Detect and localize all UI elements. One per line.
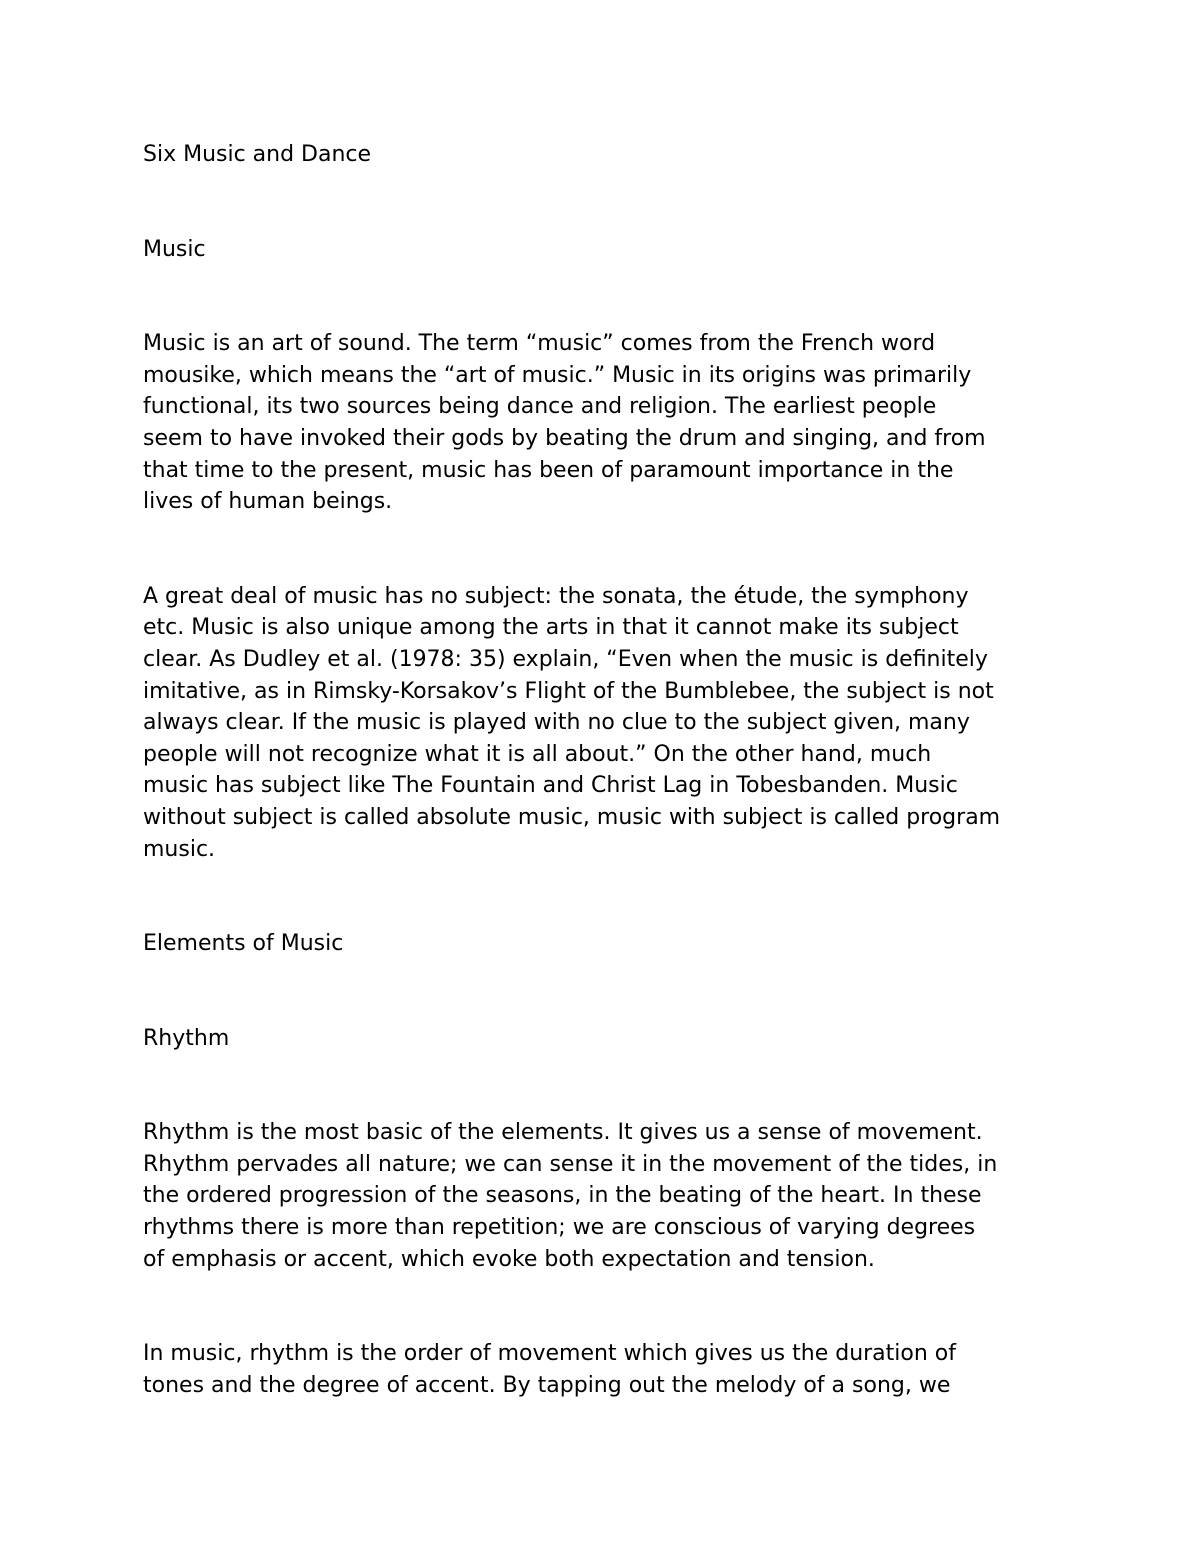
text-line: music has subject like The Fountain and Christ Lag in Tobesbanden. Music bbox=[143, 773, 958, 799]
text-line: In music, rhythm is the order of movement which gives us the duration of bbox=[143, 1341, 957, 1367]
text-line: imitative, as in Rimsky-Korsakov’s Flight of the Bumblebee, the subject is not bbox=[143, 678, 994, 704]
text-line: that time to the present, music has been of paramount importance in the bbox=[143, 457, 954, 483]
text-line: etc. Music is also unique among the arts in that it cannot make its subject bbox=[143, 615, 959, 641]
paragraph-rhythm-basic bbox=[143, 1117, 1083, 1275]
spacer bbox=[143, 1054, 1083, 1117]
spacer bbox=[143, 1275, 1083, 1338]
section-heading-rhythm: Rhythm bbox=[143, 1025, 230, 1051]
text-line: always clear. If the music is played with no clue to the subject given, many bbox=[143, 710, 970, 736]
text-line: of emphasis or accent, which evoke both expectation and tension. bbox=[143, 1246, 875, 1272]
spacer bbox=[143, 518, 1083, 581]
text-line: clear. As Dudley et al. (1978: 35) explain, “Even when the music is definitely bbox=[143, 646, 988, 672]
text-line: people will not recognize what it is all about.” On the other hand, much bbox=[143, 741, 932, 767]
paragraph-rhythm-music bbox=[143, 1338, 1083, 1401]
text-line: Rhythm is the most basic of the elements. It gives us a sense of movement. bbox=[143, 1120, 983, 1146]
section-heading-music: Music bbox=[143, 236, 206, 262]
paragraph-music-subject bbox=[143, 581, 1083, 865]
text-line: without subject is called absolute music, music with subject is called program bbox=[143, 804, 1001, 830]
section-heading-elements: Elements of Music bbox=[143, 931, 344, 957]
spacer bbox=[143, 171, 1083, 234]
text-line: Rhythm pervades all nature; we can sense it in the movement of the tides, in bbox=[143, 1151, 998, 1177]
text-line: mousike, which means the “art of music.” Music in its origins was primarily bbox=[143, 362, 972, 388]
chapter-title: Six Music and Dance bbox=[143, 142, 372, 167]
text-line: Music is an art of sound. The term “music” comes from the French word bbox=[143, 331, 936, 357]
spacer bbox=[143, 265, 1083, 328]
text-line: rhythms there is more than repetition; we are conscious of varying degrees bbox=[143, 1215, 976, 1241]
text-line: seem to have invoked their gods by beating the drum and singing, and from bbox=[143, 425, 986, 451]
text-line: tones and the degree of accent. By tapping out the melody of a song, we bbox=[143, 1372, 951, 1398]
text-line: functional, its two sources being dance and religion. The earliest people bbox=[143, 394, 937, 420]
text-line: A great deal of music has no subject: the sonata, the étude, the symphony bbox=[143, 583, 969, 609]
text-line: lives of human beings. bbox=[143, 489, 393, 515]
spacer bbox=[143, 960, 1083, 1023]
document-body bbox=[143, 139, 1083, 1401]
text-line: the ordered progression of the seasons, in the beating of the heart. In these bbox=[143, 1183, 982, 1209]
spacer bbox=[143, 865, 1083, 928]
text-line: music. bbox=[143, 836, 216, 862]
paragraph-music-intro bbox=[143, 328, 1083, 518]
